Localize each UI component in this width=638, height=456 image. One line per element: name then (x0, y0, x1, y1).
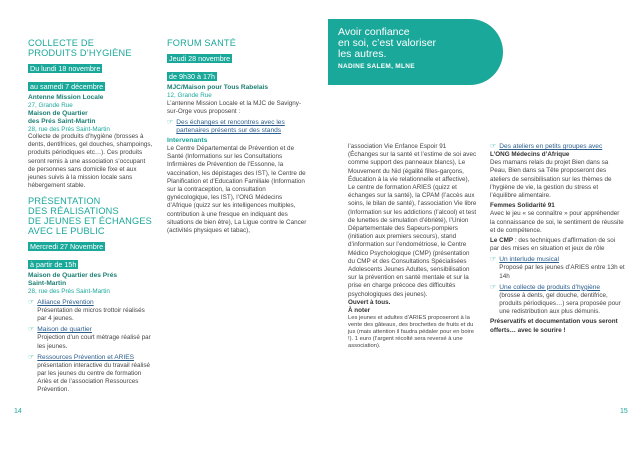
intervenants-heading: Intervenants (167, 136, 208, 144)
date-highlight: de 9h30 à 17h (169, 72, 215, 81)
title-line: DES RÉALISATIONS (28, 206, 119, 217)
forum-intro: L’antenne Mission Locale et la MJC de Savigny-sur-Orge vous proposent : (167, 99, 302, 115)
place: Maison de Quartier (28, 109, 88, 117)
place: des Prés Saint-Martin (28, 117, 96, 125)
title-line: COLLECTE DE (28, 38, 95, 48)
column-ateliers (490, 143, 626, 335)
link-maison-de-quartier[interactable]: Maison de quartier (37, 326, 92, 334)
address: 28, rue des Prés Saint-Martin (28, 125, 110, 133)
date-highlight: au samedi 7 décembre (30, 82, 104, 91)
pointing-hand-icon: ☞ (28, 298, 35, 306)
section-title-forum: FORUM SANTÉ (167, 38, 237, 48)
column-forum-continued (348, 143, 478, 350)
section-title-collecte (28, 38, 153, 58)
link-ressources-prevention[interactable]: Ressources Prévention et ARIES (37, 353, 135, 361)
bullet-item (490, 143, 626, 151)
quote-line: les autres. (338, 48, 387, 60)
place: Maison de Quartier des Prés (28, 272, 118, 280)
title-line: PRODUITS D’HYGIÈNE (28, 48, 132, 58)
date-highlight: Jeudi 28 novembre (169, 54, 231, 63)
pointing-hand-icon: ☞ (167, 118, 174, 126)
partners-text: l’association Vie Enfance Espoir 91 (Échanges sur la santé et l’estime de soi avec comme support des panneaux blancs), Le Mouvement du Nid (égalité filles-garçons, Éducation à la vie relationnelle et affective), Le centre de formation ARIES (quizz et échanges sur la santé), la CPAM (l’accès aux soins, le bilan de santé), l’association Vie libre (Information sur les addictions (l’alcool) et test de lunettes de simulation d’ébriété), l’Union Départementale des Sapeurs-pompiers (initiation aux premiers secours), stand d’information sur l’endométriose, le Centre Médico Psychologique (CMP) (présentation du CMP et des Consultations Spécialisées Adolescents Jeunes Adultes, sensibilisation sur la prévention en santé mentale et sur la prise en charge précoce des difficultés psychologiques des jeunes). (348, 143, 477, 298)
page-number-left: 14 (14, 408, 22, 415)
quote-author: NADINE SALEM, MLNE (338, 63, 415, 70)
column-forum-sante (167, 38, 307, 235)
cmp-paragraph (490, 237, 626, 253)
bullet-text: Présentation de micros trottoir réalisés par 4 jeunes. (37, 306, 145, 323)
date-highlight: à partir de 15h (30, 260, 77, 270)
column-collecte (28, 38, 153, 395)
femmes-text: Avec le jeu « se connaître » pour appréhender la connaissance de soi, le sentiment de réussite et de compétence. (490, 210, 624, 234)
link-interlude-musical[interactable]: Un interlude musical (499, 256, 560, 264)
place: MJC/Maison pour Tous Rabelais (167, 84, 268, 91)
bullet-item (28, 299, 153, 323)
date-highlight: Du lundi 18 novembre (30, 64, 101, 73)
place: Saint-Martin (28, 280, 67, 288)
title-line: AVEC LE PUBLIC (28, 226, 105, 237)
section-title-presentation (28, 196, 153, 236)
pointing-hand-icon: ☞ (28, 326, 35, 334)
bullet-text: Projection d’un court métrage réalisé par les jeunes. (37, 334, 151, 350)
pointing-hand-icon: ☞ (490, 283, 497, 291)
pointing-hand-icon: ☞ (490, 256, 497, 264)
footer-note: Préservatifs et documentation vous seront offerts… avec le sourire ! (490, 318, 618, 334)
link-ateliers[interactable]: Des ateliers en petits groupes avec (499, 143, 603, 150)
link-echanges-rencontres[interactable]: Des échanges et rencontres avec les partenaires présents sur des stands (176, 118, 285, 134)
address: 27, Grande Rue (28, 102, 73, 109)
bullet-item (167, 119, 307, 135)
note-title: À noter (348, 307, 371, 315)
bullet-item (28, 354, 153, 395)
place: Antenne Mission Locale (28, 94, 104, 101)
note-text: Les jeunes et adultes d’ARIES proposeront à la vente des gâteaux, des brochettes de fruits et du jus (mais attention il faudra pédaler pour en boire !). 1 euro (l’argent récolté sera reversé à une association). (348, 315, 474, 350)
pointing-hand-icon: ☞ (28, 353, 35, 361)
ong-heading: L’ONG Médecins d’Afrique (490, 151, 570, 158)
open-to-all: Ouvert à tous. (348, 298, 391, 306)
title-line: DE JEUNES ET ÉCHANGES (28, 216, 153, 227)
bullet-item (28, 326, 153, 350)
bullet-text: (brosse à dents, gel douche, dentifrice, produits périodiques…) sera proposée pour une redistribution aux plus démunis. (499, 291, 621, 316)
bullet-text: présentation interactive du travail réalisé par les jeunes du centre de formation Ariès et de l’association Ressources Prévention. (37, 361, 150, 394)
quote-banner (328, 19, 503, 85)
address: 12, Grande Rue (167, 92, 212, 99)
cmp-text: : des techniques d’affirmation de soi par des mises en situation et jeux de rôle (490, 237, 616, 253)
bullet-text: Proposé par les jeunes d’ARIES entre 13h et 14h (499, 264, 625, 280)
bullet-item (490, 256, 626, 280)
date-highlight: Mercredi 27 Novembre (30, 242, 104, 252)
link-alliance-prevention[interactable]: Alliance Prévention (37, 298, 94, 306)
intervenants-text: Le Centre Départemental de Prévention et de Santé (Informations sur les Consultations Infirmières de Prévention de l’Essonne, la vaccination, les dépistages des IST), le Centre de Planification et d’Education Familiale (Information sur la contraception, la consultation gynécologique, les IST), l’ONG Médecins d’Afrique (quizz sur les intelligences multiples, contribution à une fresque en indiquant des situations de bien être), La Ligue contre le Cancer (activités physiques et tabac), (167, 144, 307, 234)
address: 28, rue des Prés Saint-Martin (28, 288, 110, 296)
ong-text: Des mamans relais du projet Bien dans sa Peau, Bien dans sa Tête proposeront des ateliers de sensibilisation sur les thèmes de l’hygiène de vie, la gestion du stress et l’équilibre alimentaire. (490, 159, 612, 200)
collecte-description: Collecte de produits d’hygiène (brosses à dents, dentifrices, gel douches, shampoings, produits périodiques etc…). Ces produits seront remis à une association s’occupant de personnes sans domicile fixe et aux jeunes suivis à la mission locale sans hébergement stable. (28, 133, 153, 190)
quote-line: en soi, c’est valoriser (338, 37, 437, 49)
cmp-heading: Le CMP (490, 237, 514, 245)
quote-line: Avoir confiance (338, 26, 410, 38)
pointing-hand-icon: ☞ (490, 143, 497, 150)
femmes-heading: Femmes Solidarité 91 (490, 202, 555, 210)
title-line: PRÉSENTATION (28, 196, 101, 207)
bullet-item (490, 284, 626, 317)
link-collecte[interactable]: Une collecte de produits d’hygiène (499, 283, 601, 291)
page-number-right: 15 (620, 408, 628, 415)
